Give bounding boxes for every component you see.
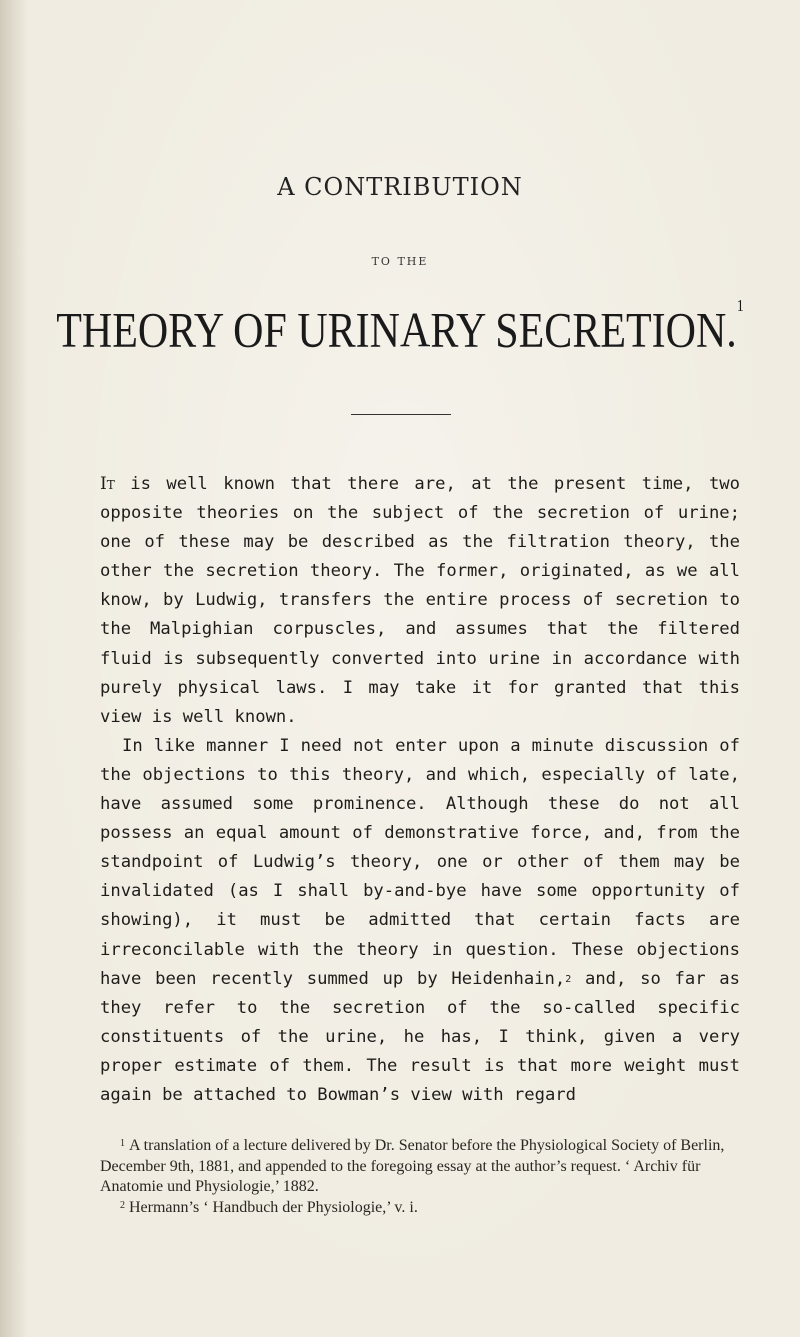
paragraph-1-initial-word: It [100, 474, 115, 494]
paragraph-2-footnote-mark: 2 [565, 973, 572, 985]
title-divider [351, 414, 451, 415]
paragraph-1-text: is well known that there are, at the present time, two opposite theories on the subject of the secretion of urine; one of these may be described as the filtration theory, the other the secretion theory. The former, originated, as we all know, by Ludwig, transfers the entire process of secretion to the Malpighian corpuscles, and assumes that the filtered fluid is subsequently converted into urine in accordance with purely physical laws. I may take it for granted that this view is well known. [100, 474, 740, 727]
footnote-1-mark: 1 [120, 1138, 125, 1149]
title-line-1: A CONTRIBUTION [277, 173, 523, 201]
footnote-1 [100, 1136, 750, 1198]
paragraph-2 [100, 732, 740, 1110]
title-line-3 [0, 297, 800, 360]
paragraph-2-text-a: In like manner I need not enter upon a minute discussion of the objections to this theory, and which, especially of late, have assumed some prominence. Although these do not all possess an equal amount of demonstrative force, and, from the standpoint of Ludwig’s theory, one or other of them may be invalidated (as I shall by-and-bye have some opportunity of showing), it must be admitted that certain facts are irreconcilable with the theory in question. These objections have been recently summed up by Heidenhain, [100, 735, 740, 989]
footnote-2-text: Hermann’s ‘ Handbuch der Physiologie,’ v. i. [129, 1198, 418, 1216]
body-text [100, 470, 740, 1110]
footnotes [100, 1136, 750, 1218]
footnote-2-mark: 2 [120, 1199, 125, 1211]
paragraph-2-text-b: and, so far as they refer to the secretion of the so-called specific constituents of the urine, he has, I think, given a very proper estimate of them. The result is that more weight must again be attached to Bowman’s view with regard [100, 968, 740, 1105]
paragraph-1 [100, 470, 740, 732]
title-footnote-mark: 1 [736, 297, 744, 316]
footnote-1-text: A translation of a lecture delivered by Dr. Senator before the Physiological Society of Berlin, December 9th, 1881, and appended to the foregoing essay at the author’s request. ‘ Archiv für Anatomie und Physiologie,’ 1882. [100, 1137, 725, 1195]
footnote-2 [100, 1198, 750, 1219]
title-line-2: TO THE [371, 255, 429, 268]
title-main-text: THEORY OF URINARY SECRETION. [56, 303, 737, 359]
